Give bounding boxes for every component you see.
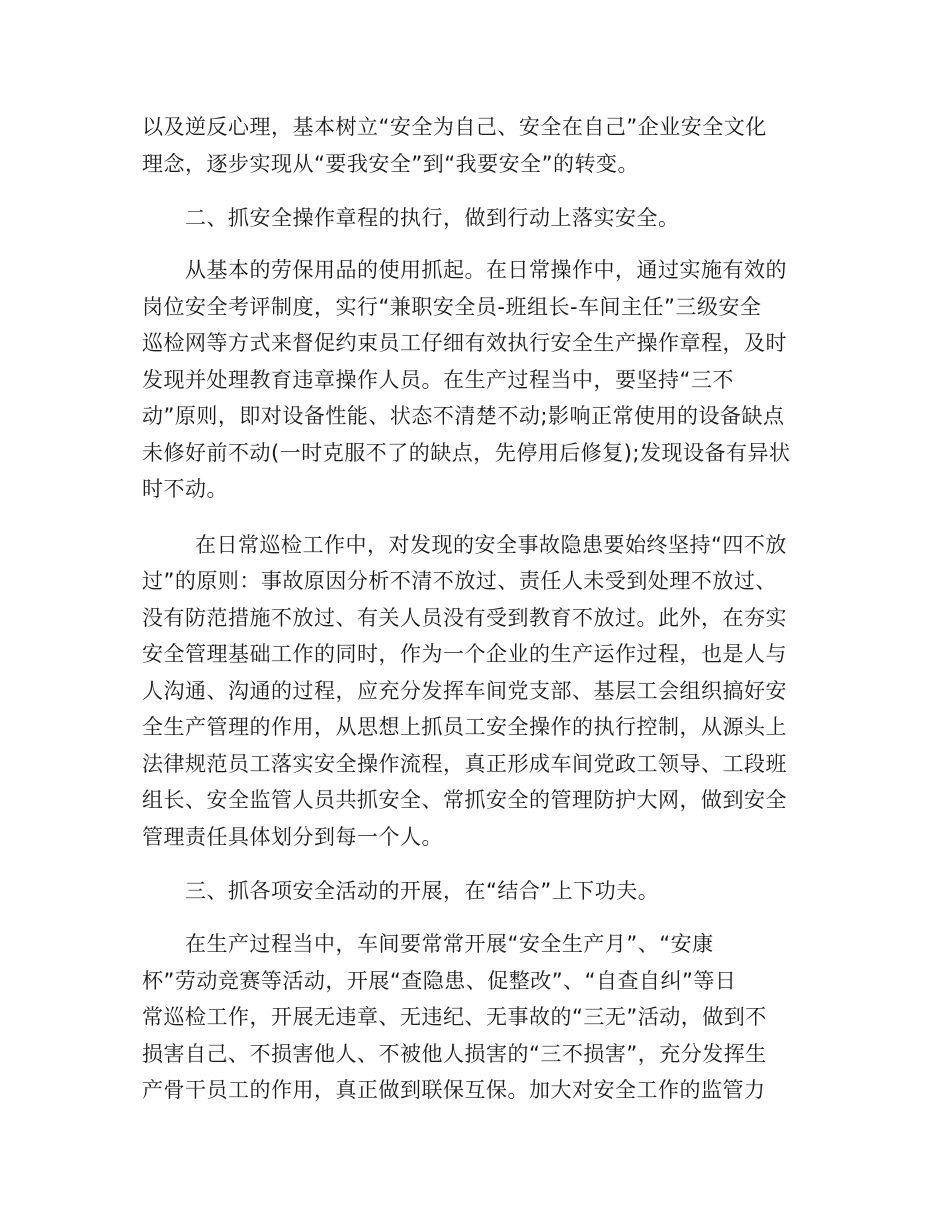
text-line: 人沟通、沟通的过程，应充分发挥车间党支部、基层工会组织搞好安 <box>142 679 787 703</box>
text-line: 理念，逐步实现从“要我安全”到“我要安全”的转变。 <box>142 152 640 176</box>
text-line: 杯”劳动竞赛等活动，开展“查隐患、促整改”、“自查自纠”等日 <box>142 969 737 993</box>
text-line: 没有防范措施不放过、有关人员没有受到教育不放过。此外，在夯实 <box>142 606 787 630</box>
text-line: 在日常巡检工作中，对发现的安全事故隐患要始终坚持“四不放 <box>195 533 787 557</box>
text-line: 过”的原则：事故原因分析不清不放过、责任人未受到处理不放过、 <box>142 569 777 593</box>
text-line: 发现并处理教育违章操作人员。在生产过程当中，要坚持“三不 <box>142 368 734 392</box>
text-line: 组长、安全监管人员共抓安全、常抓安全的管理防护大网，做到安全 <box>142 788 787 812</box>
text-line: 未修好前不动(一时克服不了的缺点，先停用后修复);发现设备有异状 <box>142 441 791 465</box>
text-line: 损害自己、不损害他人、不被他人损害的“三不损害”，充分发挥生 <box>142 1042 767 1066</box>
text-line: 时不动。 <box>142 477 228 501</box>
text-line: 以及逆反心理，基本树立“安全为自己、安全在自己”企业安全文化 <box>142 115 767 139</box>
text-line: 岗位安全考评制度，实行“兼职安全员-班组长-车间主任”三级安全 <box>142 295 762 319</box>
text-line: 常巡检工作，开展无违章、无违纪、无事故的“三无”活动，做到不 <box>142 1005 767 1029</box>
text-line: 巡检网等方式来督促约束员工仔细有效执行安全生产操作章程，及时 <box>142 331 787 355</box>
section-heading: 二、抓安全操作章程的执行，做到行动上落实安全。 <box>185 206 680 230</box>
text-line: 在生产过程当中，车间要常常开展“安全生产月”、“安康 <box>185 932 714 956</box>
text-line: 管理责任具体划分到每一个人。 <box>142 825 443 849</box>
text-line: 法律规范员工落实安全操作流程，真正形成车间党政工领导、工段班 <box>142 752 787 776</box>
text-line: 全生产管理的作用，从思想上抓员工安全操作的执行控制，从源头上 <box>142 715 787 739</box>
text-line: 动”原则，即对设备性能、状态不清楚不动;影响正常使用的设备缺点 <box>142 404 785 428</box>
text-line: 安全管理基础工作的同时，作为一个企业的生产运作过程，也是人与 <box>142 642 787 666</box>
section-heading: 三、抓各项安全活动的开展，在“结合”上下功夫。 <box>185 879 660 903</box>
text-line: 产骨干员工的作用，真正做到联保互保。加大对安全工作的监管力 <box>142 1078 766 1102</box>
text-line: 从基本的劳保用品的使用抓起。在日常操作中，通过实施有效的 <box>185 258 787 282</box>
